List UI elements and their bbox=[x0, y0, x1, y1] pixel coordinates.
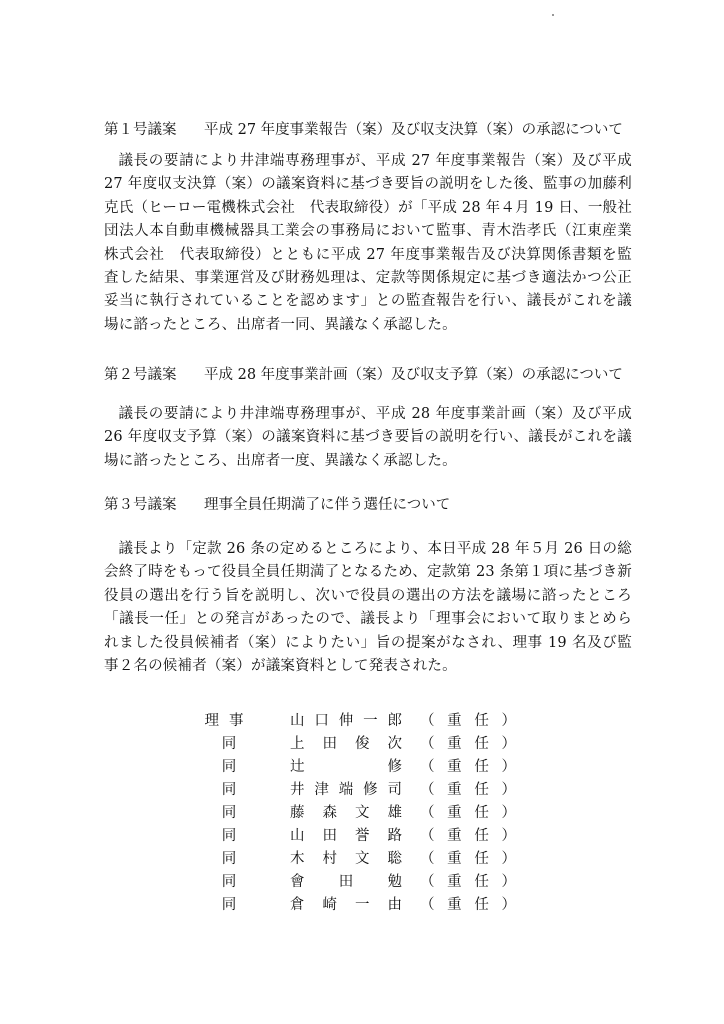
item-number: 第３号議案 bbox=[104, 497, 177, 513]
roster-role: 同 bbox=[221, 828, 237, 844]
roster-row bbox=[200, 733, 520, 756]
item-title: 平成 27 年度事業報告（案）及び収支決算（案）の承認について bbox=[204, 122, 623, 138]
roster-name: 木村文聡 bbox=[290, 851, 402, 867]
roster-role: 同 bbox=[221, 851, 237, 867]
roster-name: 井津端修司 bbox=[290, 782, 402, 798]
roster-row bbox=[200, 825, 520, 848]
roster-role: 同 bbox=[221, 736, 237, 752]
roster-name: 藤森文雄 bbox=[290, 805, 402, 821]
item-title: 理事全員任期満了に伴う選任について bbox=[204, 497, 451, 513]
item-number: 第２号議案 bbox=[104, 367, 177, 383]
item-3-body: 議長より「定款 26 条の定めるところにより、本日平成 28 年５月 26 日の総会終了時をもって役員全員任期満了となるため、定款第 23 条第１項に基づき新役員の選出を行う旨を説明し、次いで役員の選出の方法を議場に諮ったところ「議長一任」との発言があったので、議長より「理事会において取りまとめられました役員候補者（案）によりたい」旨の提案がなされ、理事 19 名及び監事２名の候補者（案）が議案資料として発表された。 bbox=[104, 541, 632, 675]
officer-roster bbox=[200, 710, 520, 917]
roster-status: （重任） bbox=[420, 874, 516, 890]
roster-row bbox=[200, 871, 520, 894]
item-2-heading bbox=[104, 366, 644, 384]
roster-name: 山田誉路 bbox=[290, 828, 402, 844]
roster-status: （重任） bbox=[420, 897, 516, 913]
roster-role: 同 bbox=[221, 759, 237, 775]
roster-name: 會田勉 bbox=[290, 874, 402, 890]
roster-role: 理事 bbox=[204, 713, 254, 729]
roster-name: 倉崎一由 bbox=[290, 897, 402, 913]
roster-role: 同 bbox=[221, 874, 237, 890]
roster-status: （重任） bbox=[420, 805, 516, 821]
roster-status: （重任） bbox=[420, 782, 516, 798]
roster-row bbox=[200, 802, 520, 825]
roster-row bbox=[200, 756, 520, 779]
roster-status: （重任） bbox=[420, 759, 516, 775]
roster-role: 同 bbox=[221, 805, 237, 821]
item-number: 第１号議案 bbox=[104, 122, 177, 138]
roster-name: 上田俊次 bbox=[290, 736, 402, 752]
roster-name: 辻修 bbox=[290, 759, 402, 775]
roster-status: （重任） bbox=[420, 851, 516, 867]
roster-status: （重任） bbox=[420, 713, 516, 729]
item-1-body: 議長の要請により井津端専務理事が、平成 27 年度事業報告（案）及び平成 27 年度収支決算（案）の議案資料に基づき要旨の説明をした後、監事の加藤利克氏（ヒーロー電機株式会社 代表取締役）が「平成 28 年４月 19 日、一般社団法人本自動車機械器具工業会の事務局において監事、青木浩孝氏（江東産業株式会社 代表取締役）とともに平成 27 年度事業報告及び決算関係書類を監査した結果、事業運営及び財務処理は、定款等関係規定に基づき適法かつ公正妥当に執行されていることを認めます」との監査報告を行い、議長がこれを議場に諮ったところ、出席者一同、異議なく承認した。 bbox=[104, 153, 632, 333]
roster-role: 同 bbox=[221, 897, 237, 913]
item-title: 平成 28 年度事業計画（案）及び収支予算（案）の承認について bbox=[204, 367, 623, 383]
roster-name: 山口伸一郎 bbox=[290, 713, 402, 729]
item-2-body: 議長の要請により井津端専務理事が、平成 28 年度事業計画（案）及び平成 26 年度収支予算（案）の議案資料に基づき要旨の説明を行い、議長がこれを議場に諮ったところ、出席者一度、異議なく承認した。 bbox=[104, 406, 632, 469]
stray-mark bbox=[552, 14, 554, 16]
roster-row bbox=[200, 710, 520, 733]
roster-status: （重任） bbox=[420, 736, 516, 752]
roster-row bbox=[200, 848, 520, 871]
roster-status: （重任） bbox=[420, 828, 516, 844]
roster-row bbox=[200, 894, 520, 917]
item-3-heading bbox=[104, 496, 644, 514]
roster-role: 同 bbox=[221, 782, 237, 798]
item-1-heading bbox=[104, 121, 644, 139]
roster-row bbox=[200, 779, 520, 802]
